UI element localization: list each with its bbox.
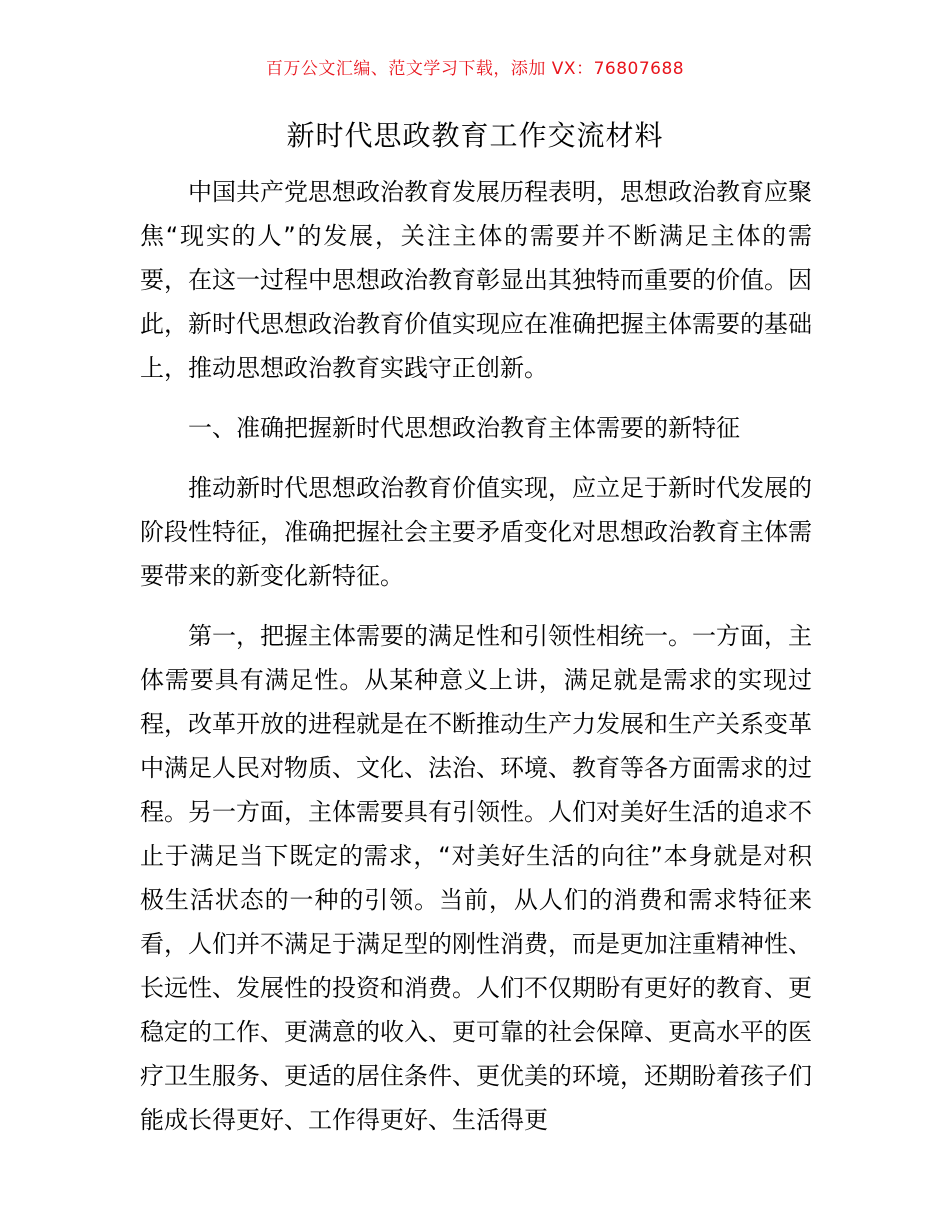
paragraph-intro: 中国共产党思想政治教育发展历程表明，思想政治教育应聚焦“现实的人”的发展，关注主体的需要并不断满足主体的需要，在这一过程中思想政治教育彰显出其独特而重要的价值。因此，新时代思想政治教育价值实现应在准确把握主体需要的基础上，推动思想政治教育实践守正创新。 — [140, 178, 812, 382]
paragraph-section-1-intro: 推动新时代思想政治教育价值实现，应立足于新时代发展的阶段性特征，准确把握社会主要矛盾变化对思想政治教育主体需要带来的新变化新特征。 — [140, 474, 812, 590]
paragraph-first-point: 第一，把握主体需要的满足性和引领性相统一。一方面，主体需要具有满足性。从某种意义上讲，满足就是需求的实现过程，改革开放的进程就是在不断推动生产力发展和生产关系变革中满足人民对物质、文化、法治、环境、教育等各方面需求的过程。另一方面，主体需要具有引领性。人们对美好生活的追求不止于满足当下既定的需求，“对美好生活的向往”本身就是对积极生活状态的一种的引领。当前，从人们的消费和需求特征来看，人们并不满足于满足型的刚性消费，而是更加注重精神性、长远性、发展性的投资和消费。人们不仅期盼有更好的教育、更稳定的工作、更满意的收入、更可靠的社会保障、更高水平的医疗卫生服务、更适的居住条件、更优美的环境，还期盼着孩子们能成长得更好、工作得更好、生活得更 — [140, 622, 812, 1134]
document-title: 新时代思政教育工作交流材料 — [286, 119, 664, 152]
document-body — [140, 170, 812, 1142]
header-banner: 百万公文汇编、范文学习下载，添加 VX：76807688 — [265, 59, 685, 79]
section-heading-1: 一、准确把握新时代思想政治教育主体需要的新特征 — [188, 414, 740, 442]
